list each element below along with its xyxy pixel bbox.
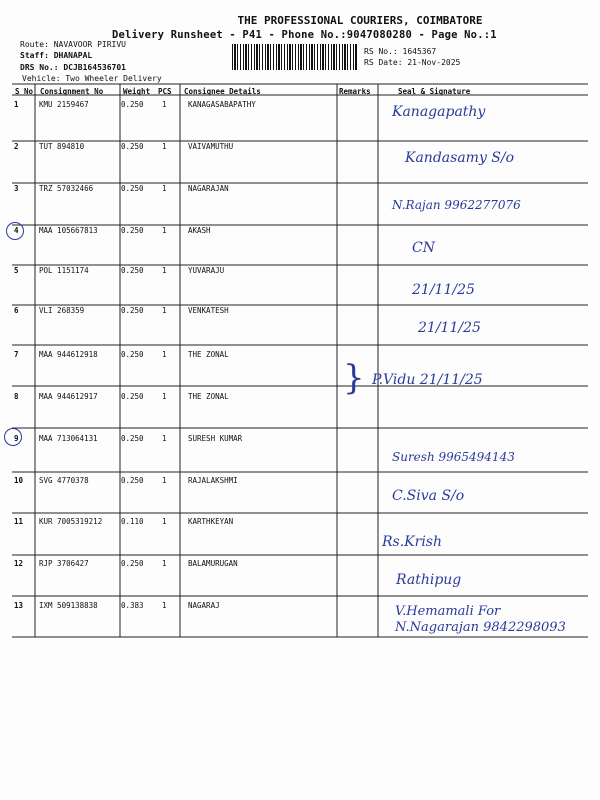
row-weight: 0.110: [121, 517, 144, 526]
signature: C.Siva S/o: [392, 488, 465, 504]
row-consignment: MAA 713064131: [39, 434, 98, 443]
row-pcs: 1: [162, 350, 167, 359]
row-consignee: THE ZONAL: [188, 392, 229, 401]
signature: 21/11/25: [412, 282, 475, 298]
row-consignment: VLI 268359: [39, 306, 85, 315]
row-sno: 7: [14, 350, 19, 359]
col-consignee: Consignee Details: [184, 87, 261, 96]
drs-number: DRS No.: DCJB164536701: [20, 63, 126, 72]
col-sno: S No: [15, 87, 34, 96]
row-weight: 0.250: [121, 100, 144, 109]
row-weight: 0.250: [121, 350, 144, 359]
row-pcs: 1: [162, 517, 167, 526]
row-consignee: YUVARAJU: [188, 266, 225, 275]
rs-date: RS Date: 21-Nov-2025: [364, 58, 461, 67]
row-sno: 9: [14, 434, 19, 443]
row-pcs: 1: [162, 226, 167, 235]
row-weight: 0.250: [121, 266, 144, 275]
row-sno: 8: [14, 392, 19, 401]
row-sno: 4: [14, 226, 19, 235]
row-consignee: AKASH: [188, 226, 211, 235]
row-consignee: VAIVAMUTHU: [188, 142, 234, 151]
runsheet-subtitle: Delivery Runsheet - P41 - Phone No.:9047080280 - Page No.:1: [112, 29, 497, 41]
row-consignee: RAJALAKSHMI: [188, 476, 238, 485]
row-weight: 0.250: [121, 476, 144, 485]
row-weight: 0.250: [121, 559, 144, 568]
row-weight: 0.383: [121, 601, 144, 610]
signature: Rathipug: [396, 572, 462, 588]
row-sno: 1: [14, 100, 19, 109]
row-weight: 0.250: [121, 142, 144, 151]
row-weight: 0.250: [121, 306, 144, 315]
row-pcs: 1: [162, 559, 167, 568]
row-consignment: IXM 509138838: [39, 601, 98, 610]
row-consignment: MAA 105667813: [39, 226, 98, 235]
circle-mark-icon: [6, 222, 24, 240]
route-label: Route: NAVAVOOR PIRIVU: [20, 40, 126, 49]
row-sno: 2: [14, 142, 19, 151]
row-sno: 3: [14, 184, 19, 193]
row-pcs: 1: [162, 434, 167, 443]
row-pcs: 1: [162, 184, 167, 193]
row-sno: 12: [14, 559, 24, 568]
rs-number: RS No.: 1645367: [364, 47, 437, 56]
circle-mark-icon: [4, 428, 22, 446]
row-consignment: SVG 4770378: [39, 476, 89, 485]
row-sno: 6: [14, 306, 19, 315]
staff-label: Staff: DHANAPAL: [20, 51, 93, 60]
row-weight: 0.250: [121, 226, 144, 235]
col-consignment: Consignment No: [40, 87, 104, 96]
col-pcs: PCS: [158, 87, 172, 96]
col-remarks: Remarks: [339, 87, 371, 96]
row-consignee: BALAMURUGAN: [188, 559, 238, 568]
row-consignment: KUR 7005319212: [39, 517, 103, 526]
row-consignee: KANAGASABAPATHY: [188, 100, 256, 109]
row-consignment: KMU 2159467: [39, 100, 89, 109]
signature: N.Rajan 9962277076: [392, 198, 521, 212]
row-weight: 0.250: [121, 184, 144, 193]
document-title: THE PROFESSIONAL COURIERS, COIMBATORE: [237, 14, 483, 27]
row-weight: 0.250: [121, 434, 144, 443]
row-sno: 5: [14, 266, 19, 275]
row-sno: 13: [14, 601, 24, 610]
signature: Rs.Krish: [382, 534, 443, 550]
row-pcs: 1: [162, 266, 167, 275]
signature: Kandasamy S/o: [405, 150, 515, 166]
row-consignment: MAA 944612918: [39, 350, 98, 359]
vehicle-label: Vehicle: Two Wheeler Delivery: [22, 74, 162, 83]
row-consignee: NAGARAJ: [188, 601, 220, 610]
row-pcs: 1: [162, 142, 167, 151]
signature: Suresh 9965494143: [392, 450, 515, 464]
row-consignment: MAA 944612917: [39, 392, 98, 401]
row-pcs: 1: [162, 392, 167, 401]
row-consignment: POL 1151174: [39, 266, 89, 275]
row-pcs: 1: [162, 476, 167, 485]
row-consignee: KARTHKEYAN: [188, 517, 234, 526]
row-pcs: 1: [162, 100, 167, 109]
row-consignment: TRZ 57032466: [39, 184, 94, 193]
row-consignee: NAGARAJAN: [188, 184, 229, 193]
signature: V.Hemamali For N.Nagarajan 9842298093: [395, 604, 566, 635]
row-pcs: 1: [162, 601, 167, 610]
brace-mark-icon: }: [343, 358, 365, 398]
row-consignment: RJP 3706427: [39, 559, 89, 568]
signature: Kanagapathy: [392, 104, 486, 120]
signature: 21/11/25: [418, 320, 481, 336]
signature: CN: [412, 240, 435, 256]
signature: P.Vidu 21/11/25: [372, 372, 483, 388]
col-signature: Seal & Signature: [398, 87, 471, 96]
col-weight: Weight: [123, 87, 151, 96]
row-sno: 10: [14, 476, 24, 485]
row-consignee: VENKATESH: [188, 306, 229, 315]
row-consignee: SURESH KUMAR: [188, 434, 243, 443]
row-sno: 11: [14, 517, 24, 526]
row-consignment: TUT 894810: [39, 142, 85, 151]
row-consignee: THE ZONAL: [188, 350, 229, 359]
row-weight: 0.250: [121, 392, 144, 401]
row-pcs: 1: [162, 306, 167, 315]
